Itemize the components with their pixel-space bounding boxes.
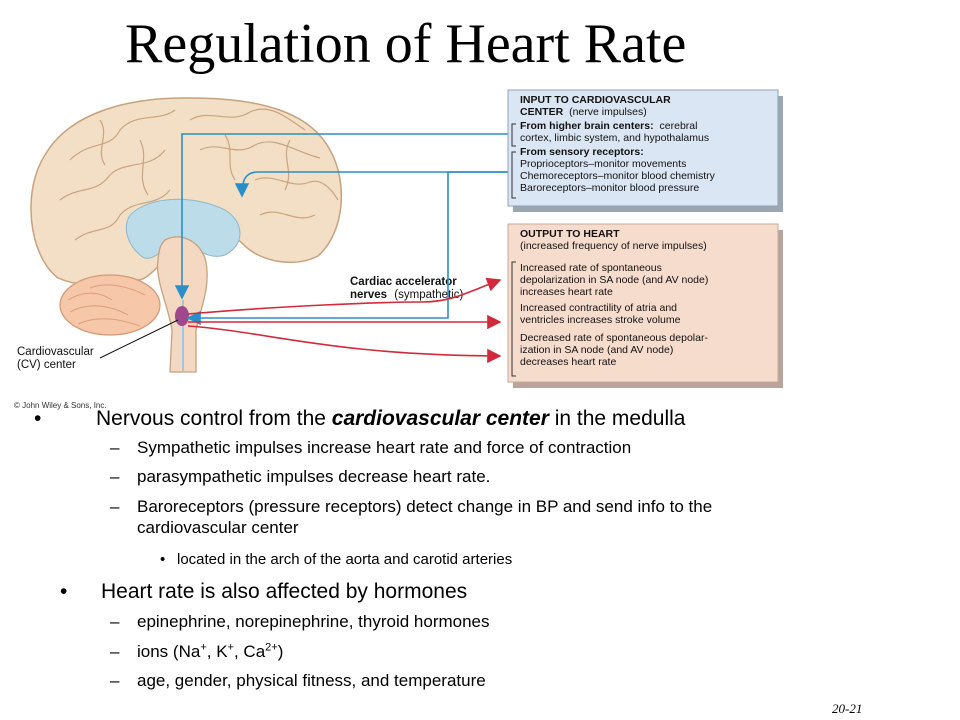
sub-bullet-baroreceptors: – Baroreceptors (pressure receptors) detect change in BP and send info to the cardiovascular center: [110, 497, 713, 537]
input-box: [508, 90, 783, 212]
bullet-nervous-control: • Nervous control from the cardiovascular center in the medulla: [34, 407, 686, 430]
sub-bullet-ions: – ions (Na+, K+, $Ca^{2+}$): [110, 641, 284, 661]
cardiovascular-center: [175, 306, 189, 326]
output-box: [508, 224, 783, 388]
sub-bullet-parasympathetic: – parasympathetic impulses decrease heart rate.: [110, 467, 491, 486]
cv-center-label: Cardiovascular (CV) center: [17, 346, 94, 371]
sub-sub-bullet-location: • located in the arch of the aorta and carotid arteries: [160, 551, 513, 568]
svg-text:OUTPUT TO HEART (increas: OUTPUT TO HEART (increased frequency of nerve impulses) Increased rate of spontaneous depolarization in SA node (and AV node) increases heart rate Increased contractility of atria and ventricles increases stroke volume Decreased rate of spontaneous depolar- ization in SA node (and AV node) decreases heart rate: [520, 228, 709, 368]
slide-title: Regulation of Heart Rate: [125, 13, 687, 75]
cerebellum: [60, 275, 160, 335]
heart-rate-regulation-figure: [0, 80, 800, 410]
brain-illustration: [31, 98, 341, 372]
page-number: 20-21: [832, 701, 863, 716]
sub-bullet-sympathetic: – Sympathetic impulses increase heart rate and force of contraction: [110, 438, 632, 457]
sub-bullet-epinephrine: – epinephrine, norepinephrine, thyroid hormones: [110, 612, 490, 631]
accelerator-nerves-label: Cardiac accelerator nerves (sympathetic): [350, 276, 464, 301]
copyright-text: © John Wiley & Sons, Inc.: [14, 401, 107, 410]
svg-text:INPUT TO CARDIOVASCULAR: INPUT TO CARDIOVASCULAR CENTER (nerve impulses) From higher brain centers: cerebral cortex, limbic system, and hypothalamus From sensory receptors: Proprioceptors–monitor movements Chemoreceptors–monitor blood chemistry Baroreceptors–monitor blood pressure: [520, 94, 715, 194]
bullet-hormones: • Heart rate is also affected by hormones: [60, 580, 468, 603]
sub-bullet-age-gender: – age, gender, physical fitness, and temperature: [110, 671, 486, 690]
